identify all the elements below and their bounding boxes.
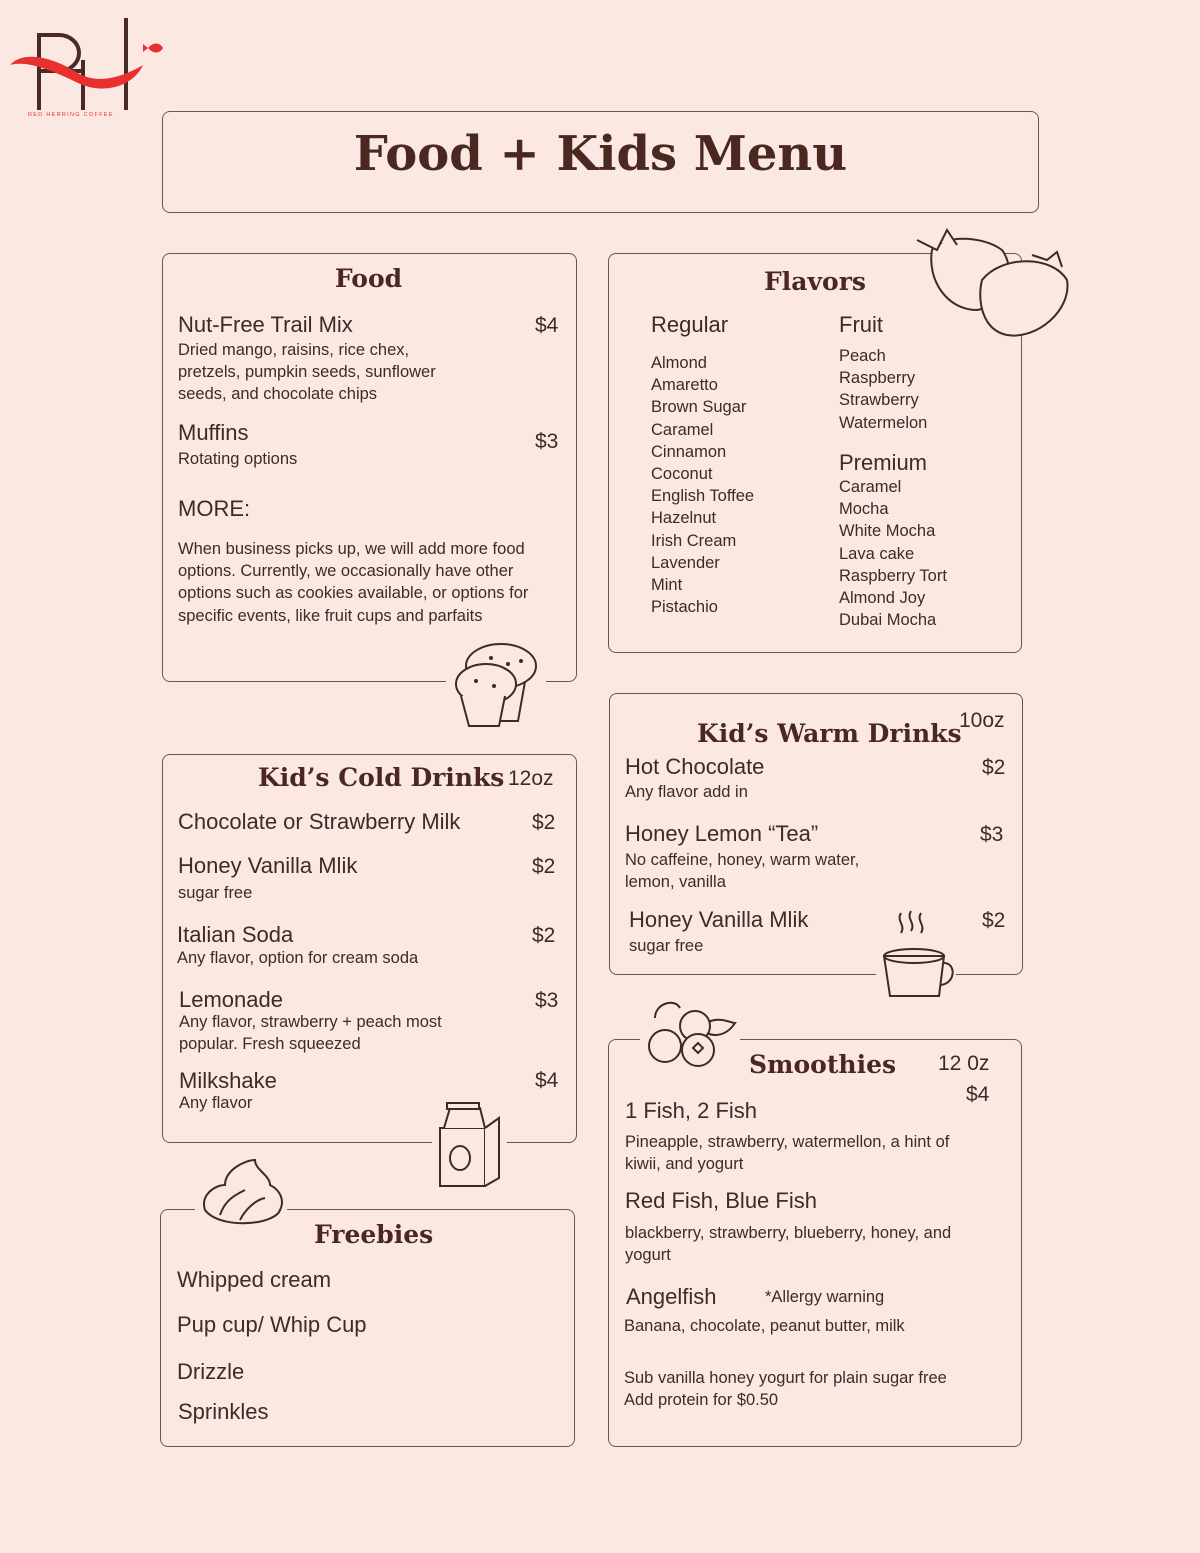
premium-flavors-list [839, 476, 947, 631]
item-name: Honey Lemon “Tea” [625, 821, 819, 846]
smoothies-footer [624, 1367, 947, 1411]
fruit-flavors-list [839, 345, 927, 434]
smoothies-heading: Smoothies [749, 1050, 897, 1079]
item-name: Nut-Free Trail Mix [178, 312, 353, 337]
list-line: yogurt [625, 1246, 671, 1265]
list-line: lemon, vanilla [625, 873, 726, 892]
item-name: Hot Chocolate [625, 754, 765, 779]
item-price: $2 [982, 756, 1006, 779]
item-price: $2 [532, 855, 556, 878]
list-line: Cinnamon [651, 442, 727, 461]
list-line: Strawberry [839, 391, 919, 410]
freebies-heading: Freebies [314, 1220, 434, 1249]
freebie-item: Pup cup/ Whip Cup [177, 1312, 367, 1337]
list-line: Coconut [651, 465, 713, 484]
list-line: Caramel [839, 478, 902, 496]
item-price: $3 [535, 989, 559, 1012]
warm-size: 10oz [959, 709, 1005, 732]
flavors-heading: Flavors [764, 267, 866, 296]
hot-cocoa-mug-icon [876, 908, 956, 1003]
red-herring-logo [8, 15, 168, 125]
freebie-item: Drizzle [177, 1359, 245, 1384]
list-line: Hazelnut [651, 509, 717, 528]
list-line: Peach [839, 347, 886, 365]
list-line: When business picks up, we will add more food [178, 540, 525, 558]
regular-label: Regular [651, 312, 729, 337]
item-desc: sugar free [178, 884, 253, 902]
list-line: Almond [651, 354, 707, 372]
item-name: Angelfish [626, 1284, 717, 1309]
list-line: English Toffee [651, 487, 755, 506]
list-line: White Mocha [839, 522, 936, 541]
list-line: Mint [651, 576, 683, 595]
list-line: specific events, like fruit cups and parfaits [178, 606, 483, 625]
item-desc: sugar free [629, 937, 704, 955]
item-price: $3 [535, 430, 559, 453]
list-line: Add protein for $0.50 [624, 1391, 779, 1410]
list-line: Any flavor, strawberry + peach most [179, 1013, 442, 1031]
list-line: Raspberry [839, 369, 916, 388]
more-label: MORE: [178, 496, 251, 521]
list-line: Caramel [651, 420, 714, 439]
item-price: $4 [535, 1069, 559, 1092]
list-line: No caffeine, honey, warm water, [625, 851, 860, 869]
milk-carton-icon [432, 1098, 507, 1190]
whipped-cream-icon [195, 1155, 287, 1233]
item-name: Red Fish, Blue Fish [625, 1188, 817, 1213]
list-line: Amaretto [651, 376, 718, 395]
list-line: options such as cookies available, or options for [178, 584, 529, 603]
item-desc [625, 849, 859, 893]
list-line: options. Currently, we occasionally have other [178, 562, 514, 581]
list-line: Raspberry Tort [839, 566, 947, 585]
item-name: Honey Vanilla Mlik [178, 853, 358, 878]
item-desc [178, 339, 436, 406]
list-line: Pineapple, strawberry, watermellon, a hint of [625, 1133, 950, 1151]
item-desc: Rotating options [178, 450, 298, 468]
item-name: Lemonade [179, 987, 283, 1012]
item-desc [625, 1222, 951, 1266]
strawberries-icon [912, 220, 1077, 342]
item-desc [625, 1131, 949, 1175]
list-line: Brown Sugar [651, 398, 747, 417]
list-line: Watermelon [839, 413, 928, 432]
item-price: $4 [535, 314, 559, 337]
item-price: $2 [532, 811, 556, 834]
list-line: Lavender [651, 553, 720, 572]
list-line: blackberry, strawberry, blueberry, honey, and [625, 1224, 952, 1242]
item-desc [179, 1011, 442, 1055]
list-line: kiwii, and yogurt [625, 1155, 744, 1174]
fruit-label: Fruit [839, 312, 883, 337]
list-line: pretzels, pumpkin seeds, sunflower [178, 363, 436, 382]
cold-size: 12oz [508, 767, 554, 790]
item-desc: Any flavor add in [625, 783, 748, 801]
item-desc: Any flavor, option for cream soda [177, 949, 419, 967]
smoothies-size: 12 0z [938, 1052, 990, 1075]
item-desc: Banana, chocolate, peanut butter, milk [624, 1317, 905, 1335]
item-name: Milkshake [179, 1068, 277, 1093]
list-line: seeds, and chocolate chips [178, 385, 378, 404]
berries-icon [640, 998, 740, 1070]
page-title: Food + Kids Menu [353, 126, 848, 182]
list-line: Lava cake [839, 544, 915, 563]
item-desc: Any flavor [179, 1094, 253, 1112]
item-price: $3 [980, 823, 1004, 846]
list-line: Sub vanilla honey yogurt for plain sugar free [624, 1369, 947, 1387]
logo-text: RED HERRING COFFEE [28, 112, 114, 118]
list-line: Irish Cream [651, 531, 737, 550]
item-name: Italian Soda [177, 922, 294, 947]
smoothies-price: $4 [966, 1083, 990, 1106]
more-text [178, 538, 528, 627]
list-line: Dried mango, raisins, rice chex, [178, 341, 410, 359]
item-name: Chocolate or Strawberry Milk [178, 809, 461, 834]
freebie-item: Whipped cream [177, 1267, 332, 1292]
list-line: Almond Joy [839, 589, 926, 608]
cold-drinks-heading: Kid’s Cold Drinks [258, 763, 505, 792]
list-line: popular. Fresh squeezed [179, 1035, 361, 1054]
item-name: Honey Vanilla Mlik [629, 907, 809, 932]
item-name: Muffins [178, 420, 249, 445]
freebie-item: Sprinkles [178, 1399, 269, 1424]
food-heading: Food [334, 264, 403, 293]
premium-label: Premium [839, 450, 928, 475]
muffin-icon [446, 636, 546, 731]
allergy-note: *Allergy warning [765, 1288, 885, 1306]
list-line: Mocha [839, 500, 889, 519]
item-name: 1 Fish, 2 Fish [625, 1098, 758, 1123]
list-line: Dubai Mocha [839, 611, 937, 630]
regular-flavors-list [651, 352, 754, 618]
item-price: $2 [532, 924, 556, 947]
item-price: $2 [982, 909, 1006, 932]
list-line: Pistachio [651, 598, 718, 617]
warm-drinks-heading: Kid’s Warm Drinks [697, 719, 962, 748]
